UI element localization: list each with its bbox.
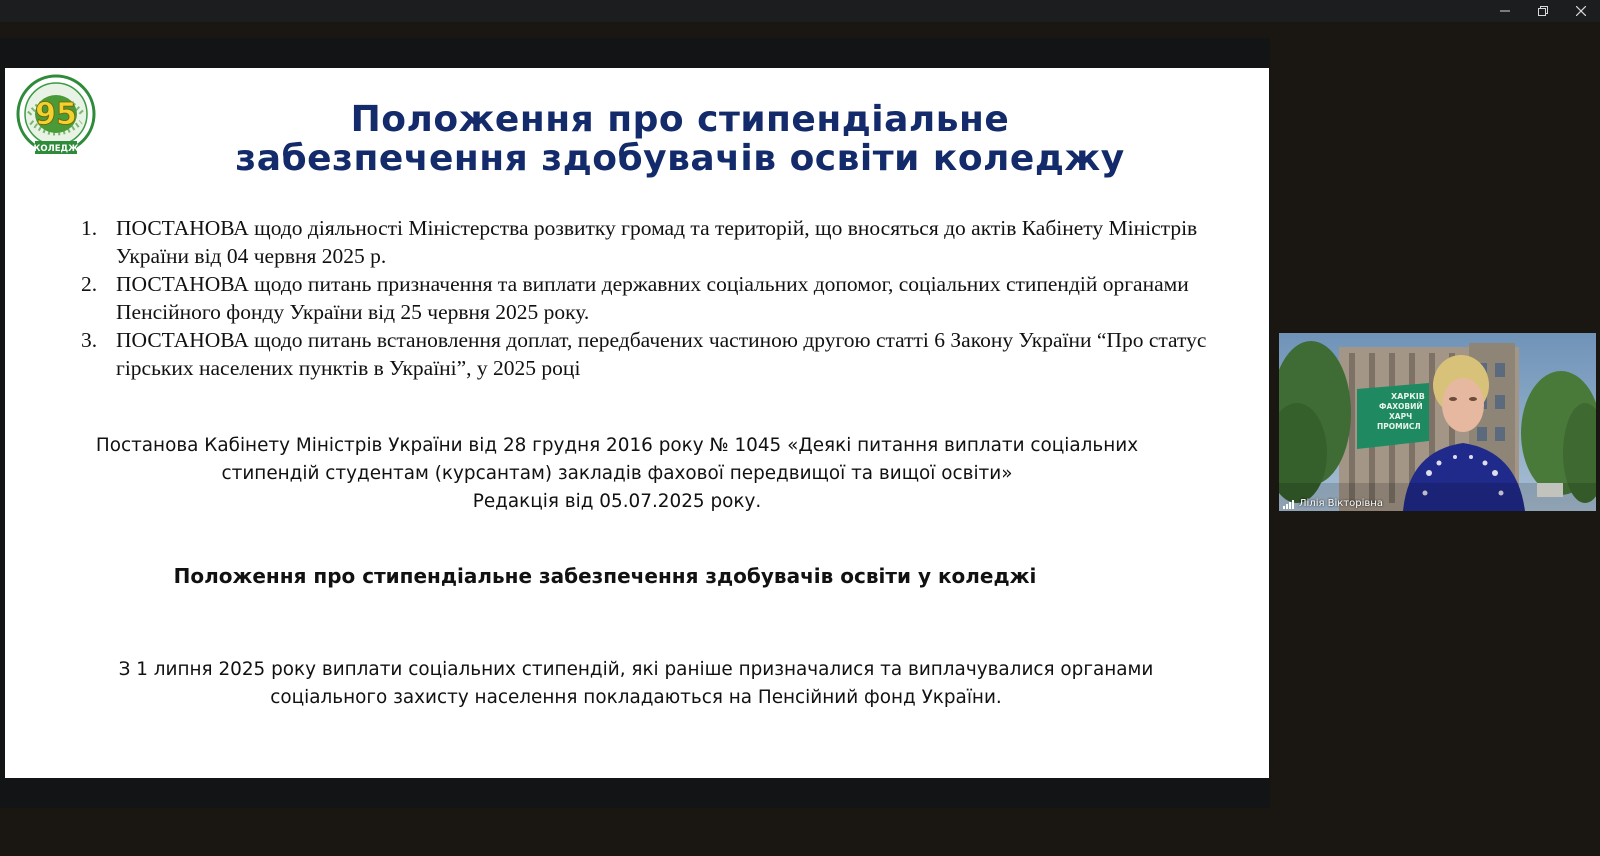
list-item-text: ПОСТАНОВА щодо діяльності Міністерства розвитку громад та територій, що вносяться до актів Кабінету Міністрів України від 04 червня 2025 р.	[116, 216, 1198, 268]
restore-icon	[1538, 6, 1548, 16]
resolution-line-1: Постанова Кабінету Міністрів України від 28 грудня 2016 року № 1045 «Деякі питання виплати соціальних	[95, 435, 1139, 456]
resolution-line-2: стипендій студентам (курсантам) закладів фахової передвищої та вищої освіти»	[221, 463, 1013, 484]
list-item	[75, 326, 1225, 382]
resolution-line-3: Редакція від 05.07.2025 року.	[472, 491, 762, 512]
list-item	[75, 214, 1225, 270]
building-sign-line-2: ФАХОВИЙ	[1379, 402, 1423, 411]
slide-subheading: Положення про стипендіальне забезпечення здобувачів освіти у коледжі	[173, 564, 1037, 588]
close-button[interactable]	[1563, 0, 1599, 22]
presentation-slide	[5, 68, 1269, 778]
participant-name-label	[1283, 498, 1383, 509]
list-item-text: ПОСТАНОВА щодо питань встановлення доплат, передбачених частиною другою статті 6 Закону України “Про статус гірських населених пунктів в Україні”, у 2025 році	[116, 328, 1207, 380]
college-logo	[15, 74, 97, 158]
slide-title	[95, 100, 1265, 178]
close-icon	[1576, 6, 1586, 16]
slide-notice	[97, 656, 1175, 712]
notice-line-2: соціального захисту населення покладаються на Пенсійний фонд України.	[270, 687, 1002, 708]
video-feed	[1279, 333, 1596, 511]
minimize-button[interactable]	[1487, 0, 1523, 22]
window-titlebar	[0, 0, 1600, 22]
list-item-text: ПОСТАНОВА щодо питань призначення та виплати державних соціальних допомог, соціальних стипендій органами Пенсійного фонду України від 25 червня 2025 року.	[116, 272, 1189, 324]
building-sign-line-3: ХАРЧ	[1389, 412, 1413, 421]
logo-label: КОЛЕДЖ	[33, 144, 79, 154]
participant-video-tile[interactable]	[1279, 333, 1596, 511]
minimize-icon	[1500, 6, 1510, 16]
signal-bars-icon	[1283, 499, 1295, 509]
slide-title-line-1: Положення про стипендіальне	[350, 99, 1010, 140]
cabinet-resolution	[67, 432, 1167, 516]
list-item-number: 3.	[81, 328, 98, 352]
building-sign-line-1: ХАРКІВ	[1391, 392, 1425, 401]
resolutions-list	[75, 214, 1225, 382]
list-item-number: 2.	[81, 272, 98, 296]
logo-number: 95	[35, 97, 77, 132]
slide-title-line-2: забезпечення здобувачів освіти коледжу	[235, 138, 1125, 179]
list-item-number: 1.	[81, 216, 98, 240]
list-item	[75, 270, 1225, 326]
participant-name: Лілія Вікторівна	[1299, 498, 1383, 509]
notice-line-1: З 1 липня 2025 року виплати соціальних стипендій, які раніше призначалися та виплачувалися органами	[118, 659, 1154, 680]
building-sign-line-4: ПРОМИСЛ	[1377, 422, 1421, 431]
restore-button[interactable]	[1525, 0, 1561, 22]
